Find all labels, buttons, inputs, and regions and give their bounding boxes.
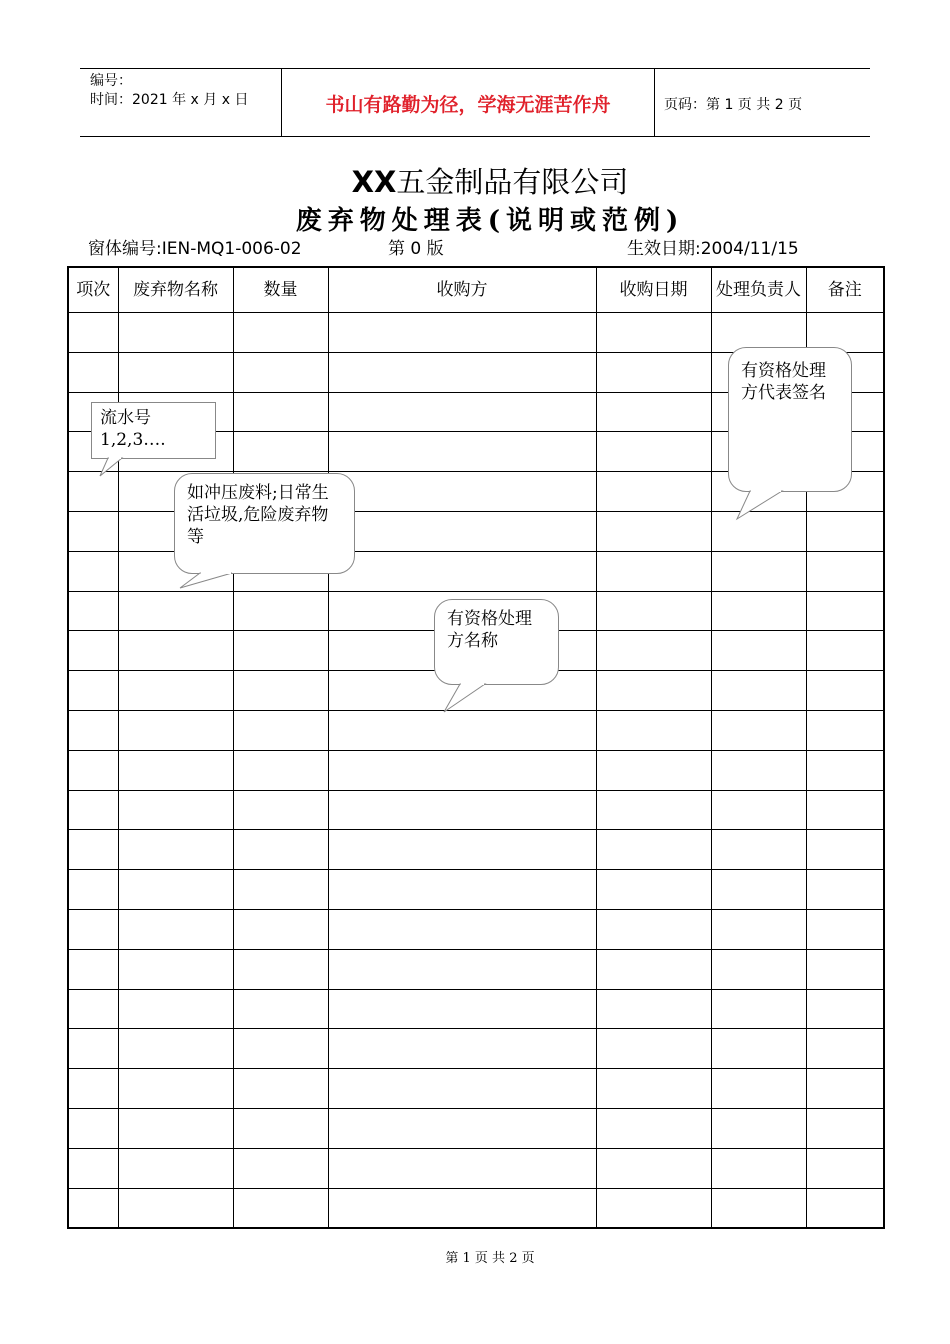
table-cell[interactable] xyxy=(68,1069,118,1109)
table-cell[interactable] xyxy=(711,1069,806,1109)
table-cell[interactable] xyxy=(118,989,233,1029)
table-cell[interactable] xyxy=(68,1108,118,1148)
table-cell[interactable] xyxy=(328,909,596,949)
table-cell[interactable] xyxy=(118,870,233,910)
table-cell[interactable] xyxy=(68,909,118,949)
col-waste-name: 废弃物名称 xyxy=(118,267,233,313)
table-cell[interactable] xyxy=(118,1148,233,1188)
table-cell[interactable] xyxy=(711,710,806,750)
table-cell[interactable] xyxy=(68,352,118,392)
table-cell[interactable] xyxy=(328,790,596,830)
table-cell[interactable] xyxy=(806,790,884,830)
table-cell[interactable] xyxy=(68,671,118,711)
table-cell[interactable] xyxy=(596,830,711,870)
table-cell[interactable] xyxy=(68,870,118,910)
table-cell[interactable] xyxy=(806,870,884,910)
col-buyer: 收购方 xyxy=(328,267,596,313)
table-cell[interactable] xyxy=(596,671,711,711)
col-remarks: 备注 xyxy=(806,267,884,313)
table-cell[interactable] xyxy=(596,750,711,790)
table-cell[interactable] xyxy=(328,1188,596,1228)
col-responsible-person: 处理负责人 xyxy=(711,267,806,313)
table-cell[interactable] xyxy=(806,1069,884,1109)
effective-date: 生效日期:2004/11/15 xyxy=(627,239,799,259)
table-cell[interactable] xyxy=(806,750,884,790)
table-cell[interactable] xyxy=(328,313,596,353)
table-cell[interactable] xyxy=(806,671,884,711)
table-cell[interactable] xyxy=(711,949,806,989)
col-purchase-date: 收购日期 xyxy=(596,267,711,313)
table-cell[interactable] xyxy=(596,1188,711,1228)
company-name-rest: 五金制品有限公司 xyxy=(396,165,629,199)
table-cell[interactable] xyxy=(328,432,596,472)
callout-waste-type xyxy=(174,473,355,574)
table-cell[interactable] xyxy=(68,989,118,1029)
table-cell[interactable] xyxy=(68,790,118,830)
table-cell[interactable] xyxy=(68,830,118,870)
table-cell[interactable] xyxy=(806,1148,884,1188)
table-cell[interactable] xyxy=(118,790,233,830)
table-cell[interactable] xyxy=(806,989,884,1029)
table-cell[interactable] xyxy=(806,1188,884,1228)
table-cell[interactable] xyxy=(596,591,711,631)
table-cell[interactable] xyxy=(806,591,884,631)
table-cell[interactable] xyxy=(328,472,596,512)
table-cell[interactable] xyxy=(328,949,596,989)
table-cell[interactable] xyxy=(233,313,328,353)
header-bottom-rule xyxy=(80,136,870,137)
table-cell[interactable] xyxy=(118,710,233,750)
table-cell[interactable] xyxy=(233,1108,328,1148)
table-row xyxy=(68,1148,884,1188)
callout-waste-type-text: 如冲压废料;日常生活垃圾,危险废弃物等 xyxy=(187,483,329,547)
table-row xyxy=(68,949,884,989)
table-cell[interactable] xyxy=(711,1188,806,1228)
table-cell[interactable] xyxy=(118,1029,233,1069)
table-cell[interactable] xyxy=(806,830,884,870)
table-cell[interactable] xyxy=(68,949,118,989)
table-cell[interactable] xyxy=(328,551,596,591)
table-cell[interactable] xyxy=(328,989,596,1029)
table-cell[interactable] xyxy=(68,511,118,551)
table-cell[interactable] xyxy=(596,1069,711,1109)
table-cell[interactable] xyxy=(233,1188,328,1228)
table-cell[interactable] xyxy=(596,870,711,910)
callout-serial-text: 流水号 1,2,3…. xyxy=(100,408,166,450)
page-footer: 第 1 页 共 2 页 xyxy=(445,1251,535,1266)
table-cell[interactable] xyxy=(68,631,118,671)
callout-signer-tail xyxy=(0,0,1,1)
table-row xyxy=(68,830,884,870)
callout-signer-text: 有资格处理方代表签名 xyxy=(741,361,826,403)
table-cell[interactable] xyxy=(118,1108,233,1148)
table-cell[interactable] xyxy=(118,671,233,711)
table-cell[interactable] xyxy=(596,1148,711,1188)
table-cell[interactable] xyxy=(233,949,328,989)
table-cell[interactable] xyxy=(68,710,118,750)
table-cell[interactable] xyxy=(118,591,233,631)
header-page-code: 页码：第 1 页 共 2 页 xyxy=(664,97,803,113)
table-cell[interactable] xyxy=(233,830,328,870)
table-cell[interactable] xyxy=(328,870,596,910)
table-cell[interactable] xyxy=(118,909,233,949)
table-cell[interactable] xyxy=(233,790,328,830)
table-cell[interactable] xyxy=(328,1148,596,1188)
table-cell[interactable] xyxy=(233,432,328,472)
table-cell[interactable] xyxy=(596,432,711,472)
table-cell[interactable] xyxy=(233,352,328,392)
table-cell[interactable] xyxy=(233,710,328,750)
table-cell[interactable] xyxy=(596,909,711,949)
table-cell[interactable] xyxy=(328,710,596,750)
table-cell[interactable] xyxy=(596,710,711,750)
table-cell[interactable] xyxy=(806,909,884,949)
table-cell[interactable] xyxy=(68,551,118,591)
table-cell[interactable] xyxy=(68,750,118,790)
table-row xyxy=(68,1188,884,1228)
company-name xyxy=(0,160,950,201)
table-cell[interactable] xyxy=(118,750,233,790)
callout-signer xyxy=(728,347,852,492)
callout-serial xyxy=(91,402,216,459)
header-divider xyxy=(654,68,655,136)
table-cell[interactable] xyxy=(233,1069,328,1109)
header-top-rule xyxy=(80,68,870,69)
table-cell[interactable] xyxy=(233,989,328,1029)
table-cell[interactable] xyxy=(806,551,884,591)
table-cell[interactable] xyxy=(596,511,711,551)
table-cell[interactable] xyxy=(233,1029,328,1069)
table-cell[interactable] xyxy=(68,472,118,512)
table-cell[interactable] xyxy=(711,909,806,949)
table-cell[interactable] xyxy=(711,750,806,790)
table-cell[interactable] xyxy=(233,909,328,949)
callout-buyer-text: 有资格处理方名称 xyxy=(447,609,532,651)
table-cell[interactable] xyxy=(711,511,806,551)
table-cell[interactable] xyxy=(233,671,328,711)
table-cell[interactable] xyxy=(328,1029,596,1069)
company-name-latin: XX xyxy=(351,165,397,199)
table-cell[interactable] xyxy=(711,631,806,671)
table-cell[interactable] xyxy=(596,631,711,671)
table-cell[interactable] xyxy=(711,790,806,830)
table-row xyxy=(68,1108,884,1148)
col-quantity: 数量 xyxy=(233,267,328,313)
table-cell[interactable] xyxy=(806,1029,884,1069)
table-cell[interactable] xyxy=(118,949,233,989)
table-cell[interactable] xyxy=(596,1108,711,1148)
table-cell[interactable] xyxy=(806,511,884,551)
table-row xyxy=(68,750,884,790)
table-cell[interactable] xyxy=(68,591,118,631)
table-cell[interactable] xyxy=(711,1029,806,1069)
table-cell[interactable] xyxy=(118,352,233,392)
table-cell[interactable] xyxy=(233,631,328,671)
table-cell[interactable] xyxy=(328,1069,596,1109)
table-row xyxy=(68,989,884,1029)
table-cell[interactable] xyxy=(596,989,711,1029)
table-cell[interactable] xyxy=(596,1029,711,1069)
table-cell[interactable] xyxy=(233,1148,328,1188)
col-item-no: 项次 xyxy=(68,267,118,313)
table-row xyxy=(68,870,884,910)
table-row xyxy=(68,710,884,750)
header-info xyxy=(90,72,248,110)
table-cell[interactable] xyxy=(233,591,328,631)
table-cell[interactable] xyxy=(68,1188,118,1228)
table-cell[interactable] xyxy=(806,631,884,671)
table-cell[interactable] xyxy=(68,1148,118,1188)
table-row xyxy=(68,1029,884,1069)
table-cell[interactable] xyxy=(118,313,233,353)
table-cell[interactable] xyxy=(233,870,328,910)
table-cell[interactable] xyxy=(118,631,233,671)
table-cell[interactable] xyxy=(596,352,711,392)
table-cell[interactable] xyxy=(806,949,884,989)
table-cell[interactable] xyxy=(328,392,596,432)
table-cell[interactable] xyxy=(596,472,711,512)
table-cell[interactable] xyxy=(233,392,328,432)
table-cell[interactable] xyxy=(596,313,711,353)
doc-number-label: 编号： xyxy=(90,73,132,89)
table-cell[interactable] xyxy=(711,551,806,591)
table-cell[interactable] xyxy=(711,671,806,711)
table-cell[interactable] xyxy=(233,750,328,790)
table-cell[interactable] xyxy=(711,591,806,631)
doc-time: 时间：2021 年 x 月 x 日 xyxy=(90,92,249,108)
header-motto: 书山有路勤为径，学海无涯苦作舟 xyxy=(325,94,611,116)
table-cell[interactable] xyxy=(711,989,806,1029)
table-cell[interactable] xyxy=(68,1029,118,1069)
table-cell[interactable] xyxy=(328,352,596,392)
table-cell[interactable] xyxy=(711,1148,806,1188)
table-cell[interactable] xyxy=(328,1108,596,1148)
table-cell[interactable] xyxy=(711,830,806,870)
table-row xyxy=(68,790,884,830)
table-cell[interactable] xyxy=(118,1188,233,1228)
table-row xyxy=(68,1069,884,1109)
table-cell[interactable] xyxy=(118,830,233,870)
table-cell[interactable] xyxy=(596,551,711,591)
table-row xyxy=(68,909,884,949)
table-cell[interactable] xyxy=(806,710,884,750)
table-cell[interactable] xyxy=(596,790,711,830)
table-cell[interactable] xyxy=(596,392,711,432)
table-cell[interactable] xyxy=(711,1108,806,1148)
form-number: 窗体编号:IEN-MQ1-006-02 xyxy=(88,239,302,259)
form-title: 废弃物处理表(说明或范例) xyxy=(295,206,685,236)
table-cell[interactable] xyxy=(328,830,596,870)
table-header-row xyxy=(68,267,884,313)
table-cell[interactable] xyxy=(328,750,596,790)
table-cell[interactable] xyxy=(711,870,806,910)
table-cell[interactable] xyxy=(118,1069,233,1109)
form-version: 第 0 版 xyxy=(388,239,444,259)
table-cell[interactable] xyxy=(596,949,711,989)
table-cell[interactable] xyxy=(68,313,118,353)
table-cell[interactable] xyxy=(806,1108,884,1148)
table-cell[interactable] xyxy=(328,511,596,551)
callout-buyer xyxy=(434,599,559,685)
